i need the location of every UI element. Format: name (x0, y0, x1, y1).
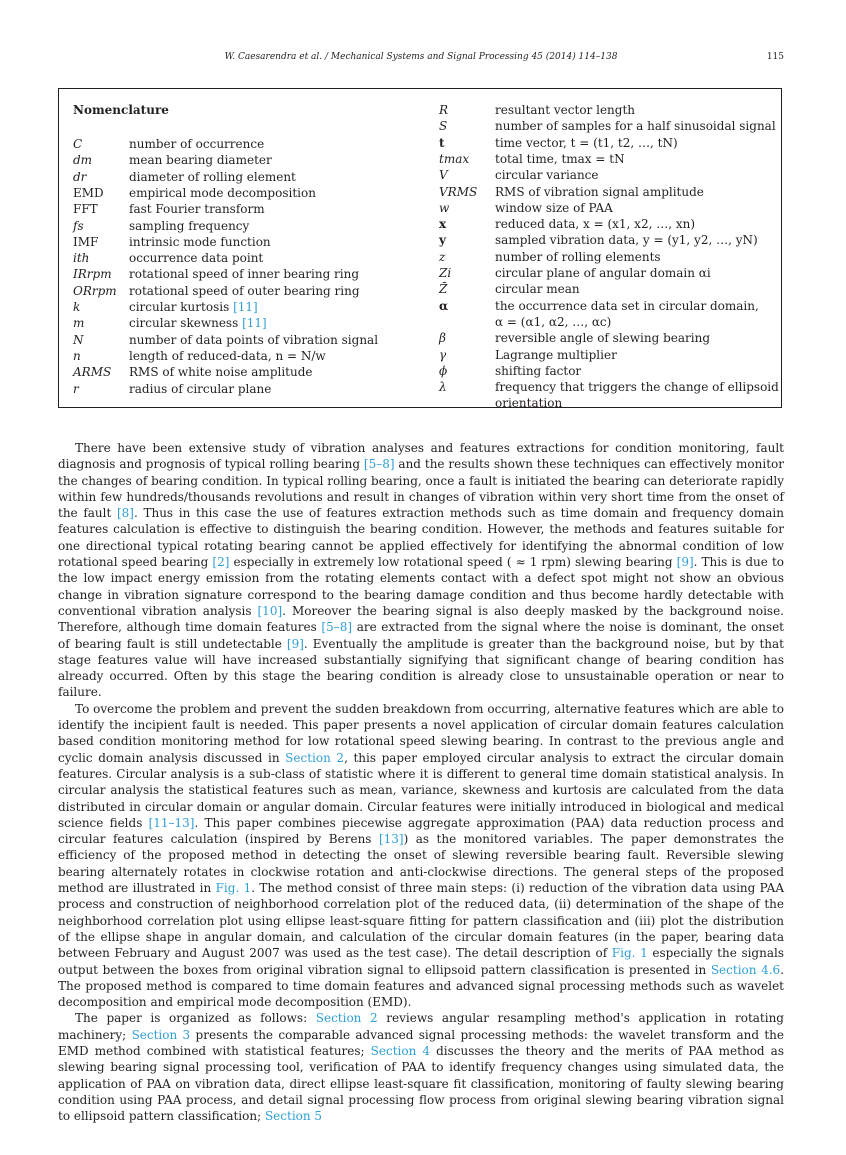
nomenclature-entry (439, 216, 775, 232)
nomenclature-definition (495, 118, 776, 134)
definition-text: circular variance (495, 168, 599, 183)
nomenclature-entry (439, 363, 775, 379)
nomenclature-symbol: γ (439, 347, 447, 362)
nomenclature-entry (73, 348, 409, 364)
nomenclature-entry (73, 136, 409, 152)
nomenclature-definition (495, 265, 711, 281)
nomenclature-symbol: Z̄ (439, 282, 448, 297)
nomenclature-definition (129, 234, 271, 250)
nomenclature-entry (439, 395, 775, 408)
nomenclature-entry (439, 281, 775, 297)
nomenclature-symbol: y (439, 233, 446, 248)
cross-reference-link[interactable]: Fig. 1 (611, 946, 648, 961)
paragraph-3 (58, 1010, 784, 1124)
nomenclature-entry (439, 102, 775, 118)
nomenclature-symbol: dr (73, 169, 87, 184)
definition-text: Lagrange multiplier (495, 347, 617, 362)
nomenclature-entry (439, 298, 775, 314)
definition-text: RMS of vibration signal amplitude (495, 184, 704, 199)
definition-text: frequency that triggers the change of ellipsoid (495, 380, 779, 395)
definition-text: length of reduced-data, n = N/w (129, 348, 326, 363)
nomenclature-symbol: ORrpm (73, 283, 117, 298)
definition-text: time vector, t = (t1, t2, …, tN) (495, 135, 678, 150)
cross-reference-link[interactable]: Section 5 (264, 1109, 323, 1124)
definition-text: rotational speed of inner bearing ring (129, 267, 360, 282)
nomenclature-symbol: R (439, 103, 449, 117)
definition-text: reversible angle of slewing bearing (495, 331, 711, 346)
nomenclature-entry (439, 265, 775, 281)
definition-text: window size of PAA (495, 200, 613, 215)
nomenclature-symbol: r (73, 381, 79, 396)
cross-reference-link[interactable]: [2] (212, 555, 230, 570)
definition-text: intrinsic mode function (129, 234, 271, 249)
nomenclature-definition (129, 169, 296, 185)
nomenclature-entry (439, 135, 775, 151)
nomenclature-symbol: β (439, 331, 446, 346)
body-text-run: especially the signals output between the boxes from original vibration signal to ellipsoid pattern classification is presented in (58, 946, 784, 977)
nomenclature-definition (129, 315, 267, 331)
nomenclature-entry (73, 201, 409, 217)
nomenclature-definition (129, 136, 264, 152)
nomenclature-symbol: EMD (73, 185, 104, 200)
nomenclature-symbol: α (439, 298, 449, 313)
nomenclature-definition (129, 218, 249, 234)
nomenclature-definition (495, 135, 678, 151)
cross-reference-link[interactable]: [10] (257, 603, 283, 618)
nomenclature-symbol: t (439, 135, 445, 150)
nomenclature-entry (439, 379, 779, 395)
cross-reference-link[interactable]: [13] (378, 832, 404, 847)
nomenclature-definition (495, 151, 625, 167)
definition-text: sampling frequency (129, 218, 250, 233)
definition-text: orientation (495, 396, 563, 408)
nomenclature-entry (73, 364, 409, 380)
definition-text: circular skewness (129, 316, 239, 331)
definition-text: mean bearing diameter (129, 153, 272, 168)
nomenclature-entry (73, 283, 409, 299)
nomenclature-entry (73, 185, 409, 201)
paragraph-1 (58, 440, 784, 701)
body-text-run: There have been extensive study of vibration analyses and features extractions for condition monitoring, fault diagnosis and prognosis of typical rolling bearing (58, 441, 784, 472)
cross-reference-link[interactable]: Section 3 (131, 1027, 191, 1042)
nomenclature-definition (129, 185, 316, 201)
page-number: 115 (766, 52, 784, 62)
nomenclature-definition (129, 364, 313, 380)
nomenclature-entry (439, 200, 775, 216)
nomenclature-entry (73, 381, 409, 397)
nomenclature-symbol: N (73, 332, 84, 347)
cross-reference-link[interactable]: [5–8] (363, 457, 395, 472)
nomenclature-entry (73, 250, 409, 266)
nomenclature-definition (129, 266, 359, 282)
body-text-run: and the results shown these techniques can effectively monitor the changes of bearing condition. In typical rolling bearing, once a fault is initiated the bearing can deteriorate rapidly within few hundreds/thousands revolutions and result in changes of vibration within very short time from the onset of the fault (58, 457, 784, 521)
nomenclature-entry (73, 299, 409, 315)
nomenclature-box (58, 88, 782, 408)
body-text-run: . This paper combines piecewise aggregate approximation (PAA) data reduction process and circular features calculation (inspired by Berens (58, 815, 784, 847)
body-text-run: To overcome the problem and prevent the sudden breakdown from occurring, alternative features which are able to identify the incipient fault is needed. This paper presents a novel application of circular domain features calculation based condition monitoring method for low rotational speed slewing bearing. In contrast to the previous angle and cyclic domain analysis discussed in (58, 701, 784, 765)
body-text-run: reviews angular resampling method's application in rotating machinery; (58, 1011, 784, 1042)
definition-text: empirical mode decomposition (129, 185, 316, 200)
cross-reference-link[interactable]: Section 2 (315, 1011, 378, 1026)
nomenclature-definition (495, 298, 759, 314)
definition-text: shifting factor (495, 363, 582, 378)
nomenclature-definition (495, 249, 661, 265)
journal-citation: W. Caesarendra et al. / Mechanical Systems and Signal Processing 45 (2014) 114–138 (224, 52, 618, 62)
nomenclature-entry (439, 184, 775, 200)
nomenclature-symbol: fs (73, 218, 84, 233)
definition-text: fast Fourier transform (129, 202, 265, 217)
nomenclature-entry (439, 232, 775, 248)
definition-text: occurrence data point (129, 251, 264, 266)
nomenclature-definition (495, 379, 779, 395)
definition-text: circular plane of angular domain αi (495, 266, 711, 280)
cross-reference-link[interactable]: [5–8] (321, 620, 353, 635)
body-text-run: presents the comparable advanced signal processing methods: the wavelet transform and the EMD method combined with statistical features; (58, 1027, 784, 1058)
definition-text: number of data points of vibration signal (129, 332, 379, 347)
nomenclature-symbol: S (439, 119, 448, 134)
nomenclature-entry (73, 266, 409, 282)
body-text-run: ) as the monitored variables. The paper demonstrates the efficiency of the proposed method in detecting the onset of slewing reversible bearing fault. Reversible slewing bearing alternately rotates in clockwise rotation and anti-clockwise directions. The general steps of the proposed method are illustrated in (58, 832, 784, 896)
nomenclature-symbol: x (439, 217, 447, 232)
body-text-run: . This is due to the low impact energy emission from the rotating elements contact with a defect spot might not show an obvious change in vibration signature correspond to the bearing damage condition and thus become hardly detectable with conventional vibration analysis (58, 555, 784, 618)
nomenclature-definition (495, 281, 580, 297)
definition-text: RMS of white noise amplitude (129, 365, 313, 380)
definition-text: number of samples for a half sinusoidal signal (495, 119, 776, 134)
cross-reference-link[interactable]: Section 4.6 (710, 962, 781, 977)
nomenclature-definition (495, 363, 581, 379)
nomenclature-definition (129, 332, 378, 348)
definition-text: circular kurtosis (129, 300, 230, 314)
citation-link[interactable]: [11] (233, 300, 258, 314)
body-text-run: discusses the theory and the merits of PAA method as slewing bearing signal processing tool, verification of PAA to identify frequency changes using simulated data, the application of PAA on vibration data, direct ellipse least-square fit classification, monitoring of faulty slewing bearing condition using PAA process, and detail signal processing flow process from original slewing bearing vibration signal to ellipsoid pattern classification; (58, 1043, 784, 1124)
nomenclature-definition (129, 381, 271, 397)
cross-reference-link[interactable]: [9] (676, 555, 694, 570)
nomenclature-symbol: z (439, 249, 446, 264)
nomenclature-definition (495, 395, 562, 408)
cross-reference-link[interactable]: Section 2 (285, 750, 345, 765)
nomenclature-symbol: VRMS (439, 184, 478, 199)
definition-text: number of occurrence (129, 137, 265, 151)
nomenclature-symbol: λ (439, 380, 447, 395)
article-body (58, 440, 784, 1124)
nomenclature-symbol: ϕ (439, 363, 448, 378)
nomenclature-entry (439, 167, 775, 183)
definition-text: radius of circular plane (129, 381, 272, 396)
nomenclature-entry (73, 315, 409, 331)
body-text-run: . Thus in this case the use of features extraction methods such as time domain and frequency domain features calculation is effective to distinguish the bearing condition. However, the methods and features suitable for one directional typical rotating bearing cannot be applied effectively for identifying the abnormal condition of low rotational speed bearing (58, 506, 784, 570)
nomenclature-entry (439, 118, 775, 134)
nomenclature-symbol: dm (73, 153, 93, 168)
nomenclature-title: Nomenclature (73, 103, 169, 117)
nomenclature-definition (495, 184, 704, 200)
nomenclature-entry (439, 151, 775, 167)
body-text-run: . The proposed method is compared to time domain features and advanced signal processing methods such as wavelet decomposition and empirical mode decomposition (EMD). (58, 962, 785, 1010)
nomenclature-symbol: w (439, 200, 450, 215)
nomenclature-definition (495, 216, 695, 232)
nomenclature-definition (495, 330, 710, 346)
body-text-run: , this paper employed circular analysis to extract the circular domain features. Circular analysis is a sub-class of statistic where it is different to general time domain statistical analysis. In circular analysis the statistical features such as mean, variance, skewness and kurtosis are calculated from the data distributed in circular domain or angular domain. Circular features were initially introduced in biological and medical science fields (58, 750, 785, 830)
nomenclature-definition (495, 200, 613, 216)
nomenclature-entry (439, 330, 775, 346)
cross-reference-link[interactable]: Section 4 (370, 1043, 431, 1058)
definition-text: number of rolling elements (495, 249, 661, 264)
nomenclature-entry (73, 152, 409, 168)
nomenclature-symbol: IMF (73, 234, 99, 249)
nomenclature-symbol: ith (73, 251, 90, 266)
citation-link[interactable]: [11] (242, 316, 267, 331)
nomenclature-definition (129, 250, 263, 266)
nomenclature-definition (129, 201, 265, 217)
body-text-run: The paper is organized as follows: (75, 1011, 316, 1026)
cross-reference-link[interactable]: [9] (286, 636, 304, 651)
definition-text: sampled vibration data, y = (y1, y2, …, yN) (495, 233, 758, 248)
nomenclature-definition (495, 102, 635, 118)
definition-text: diameter of rolling element (129, 169, 296, 184)
nomenclature-symbol: tmax (439, 151, 470, 166)
definition-text: the occurrence data set in circular domain, (495, 298, 759, 313)
body-text-run: . Moreover the bearing signal is also deeply masked by the background noise. Therefore, although time domain features (58, 603, 784, 635)
definition-text: circular mean (495, 282, 580, 297)
nomenclature-symbol: C (73, 137, 83, 151)
definition-text: α = (α1, α2, …, αc) (495, 314, 612, 329)
body-text-run: are extracted from the signal where the noise is dominant, the onset of bearing fault is still undetectable (58, 620, 785, 651)
nomenclature-definition (495, 167, 599, 183)
nomenclature-definition (495, 347, 617, 363)
body-text-run: especially in extremely low rotational speed ( ≈ 1 rpm) slewing bearing (229, 555, 677, 570)
nomenclature-symbol: ARMS (73, 365, 112, 380)
body-text-run: . The method consist of three main steps: (i) reduction of the vibration data using PAA process and construction of neighborhood correlation plot of the reduced data, (ii) determination of the shape of the neighborhood correlation plot using ellipse least-square fitting for pattern classification and (iii) plot the distribution of the ellipse shape in angular domain, and calculation of the circular domain features (in the paper, bearing data between February and August 2007 was used as the test case). The detail description of (58, 881, 784, 961)
nomenclature-symbol: m (73, 316, 85, 331)
definition-text: total time, tmax = tN (495, 151, 625, 166)
nomenclature-definition (129, 152, 272, 168)
nomenclature-definition (129, 299, 258, 315)
nomenclature-symbol: Zi (439, 266, 452, 280)
nomenclature-entry (73, 218, 409, 234)
nomenclature-definition (129, 348, 326, 364)
nomenclature-definition (129, 283, 360, 299)
nomenclature-entry (439, 249, 775, 265)
nomenclature-symbol: V (439, 168, 448, 183)
cross-reference-link[interactable]: [8] (116, 506, 134, 521)
nomenclature-symbol: n (73, 348, 81, 363)
definition-text: reduced data, x = (x1, x2, …, xn) (495, 217, 696, 232)
nomenclature-entry (439, 314, 775, 330)
nomenclature-symbol: IRrpm (73, 267, 112, 282)
nomenclature-definition (495, 314, 611, 330)
paragraph-2 (58, 701, 784, 1011)
nomenclature-entry (73, 332, 409, 348)
definition-text: resultant vector length (495, 103, 636, 117)
cross-reference-link[interactable]: [11–13] (148, 815, 195, 830)
nomenclature-symbol: k (73, 300, 81, 314)
definition-text: rotational speed of outer bearing ring (129, 283, 360, 298)
nomenclature-entry (439, 347, 775, 363)
cross-reference-link[interactable]: Fig. 1 (215, 881, 252, 896)
nomenclature-entry (73, 234, 409, 250)
nomenclature-entry (73, 169, 409, 185)
body-text-run: . Eventually the amplitude is greater than the background noise, but by that stage features value will have increased substantially signifying that significant change of bearing condition has already occurred. Often by this stage the bearing condition is already close to unsustainable operation or near to failure. (58, 636, 784, 700)
nomenclature-definition (495, 232, 758, 248)
nomenclature-symbol: FFT (73, 202, 98, 217)
